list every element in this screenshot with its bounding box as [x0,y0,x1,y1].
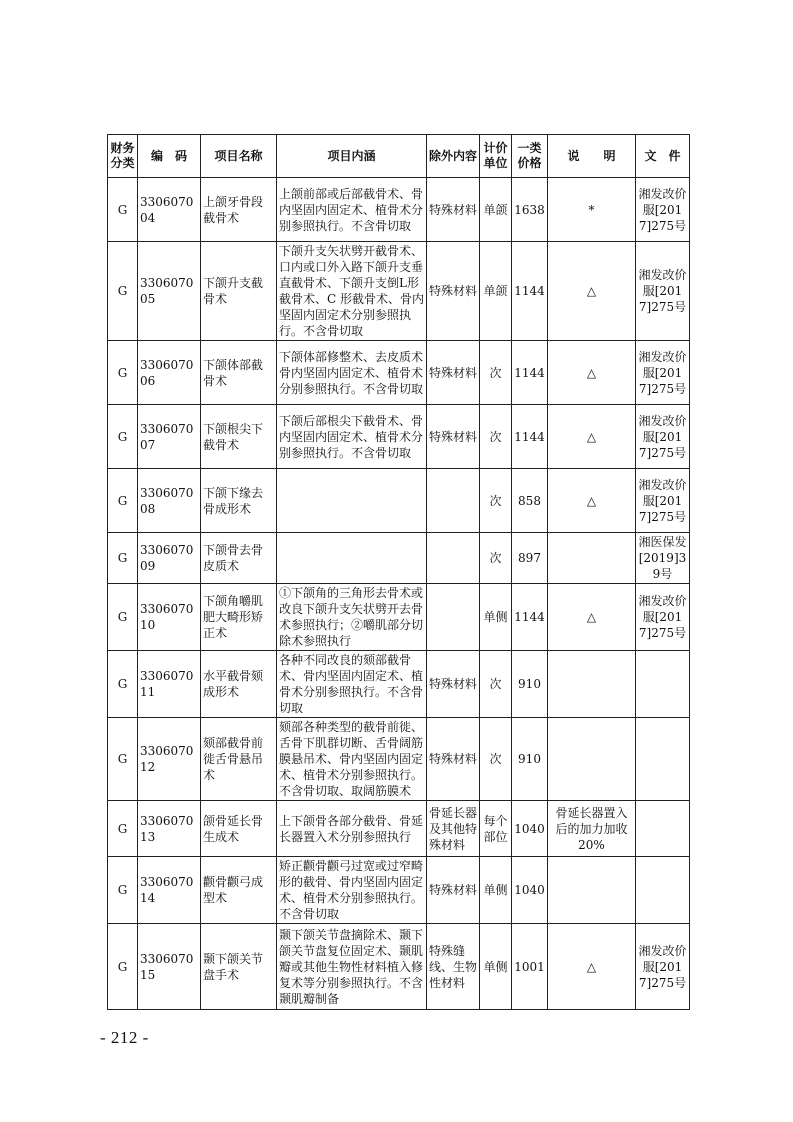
header-unit: 计价单位 [480,135,512,178]
cell-content: 颏部各种类型的截骨前徙、舌骨下肌群切断、舌骨阔筋膜悬吊术、骨内坚固内固定术、植骨术分别参照执行。不含骨切取、取阔筋膜术 [277,718,427,801]
cell-except [427,533,480,584]
cell-code: 330607011 [138,651,201,718]
cell-unit: 单侧 [480,584,512,651]
cell-content: 下颌升支矢状劈开截骨术、口内或口外入路下颌升支垂直截骨术、下颌升支倒L形截骨术、C 形截骨术、骨内坚固内固定术分别参照执行。不含骨切取 [277,242,427,341]
cell-doc [636,651,690,718]
cell-doc: 湘发改价服[2017]275号 [636,469,690,533]
cell-note: △ [548,469,636,533]
cell-content: 上颌前部或后部截骨术、骨内坚固内固定术、植骨术分别参照执行。不含骨切取 [277,178,427,242]
cell-category: G [108,469,138,533]
table-row [108,718,690,801]
cell-code: 330607015 [138,924,201,1010]
cell-price: 858 [512,469,548,533]
cell-unit: 单侧 [480,857,512,924]
cell-code: 330607008 [138,469,201,533]
cell-name: 颌骨延长骨生成术 [201,801,277,857]
table-header-row [108,135,690,178]
cell-note [548,718,636,801]
header-category: 财务分类 [108,135,138,178]
cell-price: 1040 [512,801,548,857]
cell-category: G [108,533,138,584]
cell-except: 骨延长器及其他特殊材料 [427,801,480,857]
cell-content: ①下颌角的三角形去骨术或改良下颌升支矢状劈开去骨术参照执行；②嚼肌部分切除术参照执行 [277,584,427,651]
cell-price: 910 [512,718,548,801]
cell-except: 特殊材料 [427,178,480,242]
header-name: 项目名称 [201,135,277,178]
cell-except: 特殊材料 [427,651,480,718]
cell-category: G [108,242,138,341]
cell-except: 特殊材料 [427,405,480,469]
cell-doc: 湘发改价服[2017]275号 [636,178,690,242]
cell-name: 下颌升支截骨术 [201,242,277,341]
cell-code: 330607012 [138,718,201,801]
cell-price: 1144 [512,584,548,651]
cell-price: 1144 [512,405,548,469]
cell-category: G [108,178,138,242]
cell-name: 水平截骨颏成形术 [201,651,277,718]
cell-name: 颧骨颧弓成型术 [201,857,277,924]
cell-name: 上颌牙骨段截骨术 [201,178,277,242]
cell-note [548,651,636,718]
cell-unit: 次 [480,405,512,469]
cell-unit: 单颌 [480,178,512,242]
table-row [108,242,690,341]
cell-unit: 次 [480,533,512,584]
cell-note: △ [548,584,636,651]
cell-price: 1001 [512,924,548,1010]
cell-content: 颞下颌关节盘摘除术、颞下颌关节盘复位固定术、颞肌瓣或其他生物性材料植入修复术等分别参照执行。不含颞肌瓣制备 [277,924,427,1010]
cell-unit: 次 [480,341,512,405]
cell-price: 1144 [512,341,548,405]
cell-content [277,533,427,584]
cell-content [277,469,427,533]
cell-unit: 次 [480,469,512,533]
cell-note [548,533,636,584]
cell-doc: 湘发改价服[2017]275号 [636,242,690,341]
cell-doc: 湘发改价服[2017]275号 [636,924,690,1010]
table-row [108,405,690,469]
cell-price: 1040 [512,857,548,924]
cell-content: 各种不同改良的颏部截骨术、骨内坚固内固定术、植骨术分别参照执行。不含骨切取 [277,651,427,718]
table-row [108,178,690,242]
fee-schedule-table [107,134,690,1010]
cell-content: 矫正颧骨颧弓过宽或过窄畸形的截骨、骨内坚固内固定术、植骨术分别参照执行。不含骨切取 [277,857,427,924]
table-row [108,469,690,533]
cell-name: 下颌根尖下截骨术 [201,405,277,469]
cell-category: G [108,718,138,801]
cell-price: 1144 [512,242,548,341]
header-price: 一类价格 [512,135,548,178]
cell-note: △ [548,924,636,1010]
cell-content: 下颌体部修整术、去皮质术骨内坚固内固定术、植骨术分别参照执行。不含骨切取 [277,341,427,405]
table-row [108,533,690,584]
cell-doc [636,857,690,924]
cell-code: 330607010 [138,584,201,651]
cell-code: 330607006 [138,341,201,405]
cell-doc [636,718,690,801]
page-number: - 212 - [100,1028,149,1047]
cell-doc: 湘医保发[2019]39号 [636,533,690,584]
cell-category: G [108,651,138,718]
cell-name: 颏部截骨前徙舌骨悬吊术 [201,718,277,801]
cell-unit: 次 [480,651,512,718]
cell-code: 330607004 [138,178,201,242]
cell-except [427,469,480,533]
cell-category: G [108,801,138,857]
cell-doc: 湘发改价服[2017]275号 [636,341,690,405]
cell-except: 特殊材料 [427,341,480,405]
cell-except: 特殊缝线、生物性材料 [427,924,480,1010]
cell-note: △ [548,341,636,405]
cell-name: 下颌下缘去骨成形术 [201,469,277,533]
cell-code: 330607009 [138,533,201,584]
table-row [108,801,690,857]
cell-except: 特殊材料 [427,718,480,801]
cell-doc: 湘发改价服[2017]275号 [636,405,690,469]
cell-price: 910 [512,651,548,718]
cell-note: 骨延长器置入后的加力加收 20% [548,801,636,857]
cell-code: 330607005 [138,242,201,341]
table-row [108,651,690,718]
header-note: 说 明 [548,135,636,178]
cell-name: 下颌体部截骨术 [201,341,277,405]
cell-doc [636,801,690,857]
cell-content: 下颌后部根尖下截骨术、骨内坚固内固定术、植骨术分别参照执行。不含骨切取 [277,405,427,469]
cell-doc: 湘发改价服[2017]275号 [636,584,690,651]
cell-note: △ [548,242,636,341]
cell-code: 330607014 [138,857,201,924]
cell-price: 1638 [512,178,548,242]
cell-except [427,584,480,651]
cell-name: 下颌骨去骨皮质术 [201,533,277,584]
cell-note: △ [548,405,636,469]
cell-price: 897 [512,533,548,584]
header-content: 项目内涵 [277,135,427,178]
cell-note [548,857,636,924]
cell-category: G [108,584,138,651]
cell-name: 颞下颌关节盘手术 [201,924,277,1010]
header-code: 编 码 [138,135,201,178]
table-row [108,857,690,924]
header-doc: 文 件 [636,135,690,178]
cell-category: G [108,405,138,469]
table-row [108,584,690,651]
cell-category: G [108,857,138,924]
cell-except: 特殊材料 [427,857,480,924]
cell-content: 上下颌骨各部分截骨、骨延长器置入术分别参照执行 [277,801,427,857]
cell-category: G [108,924,138,1010]
cell-category: G [108,341,138,405]
cell-note: * [548,178,636,242]
table-row [108,341,690,405]
cell-name: 下颌角嚼肌肥大畸形矫正术 [201,584,277,651]
cell-code: 330607013 [138,801,201,857]
cell-except: 特殊材料 [427,242,480,341]
cell-unit: 单颌 [480,242,512,341]
cell-code: 330607007 [138,405,201,469]
header-except: 除外内容 [427,135,480,178]
cell-unit: 每个部位 [480,801,512,857]
table-row [108,924,690,1010]
cell-unit: 次 [480,718,512,801]
cell-unit: 单侧 [480,924,512,1010]
